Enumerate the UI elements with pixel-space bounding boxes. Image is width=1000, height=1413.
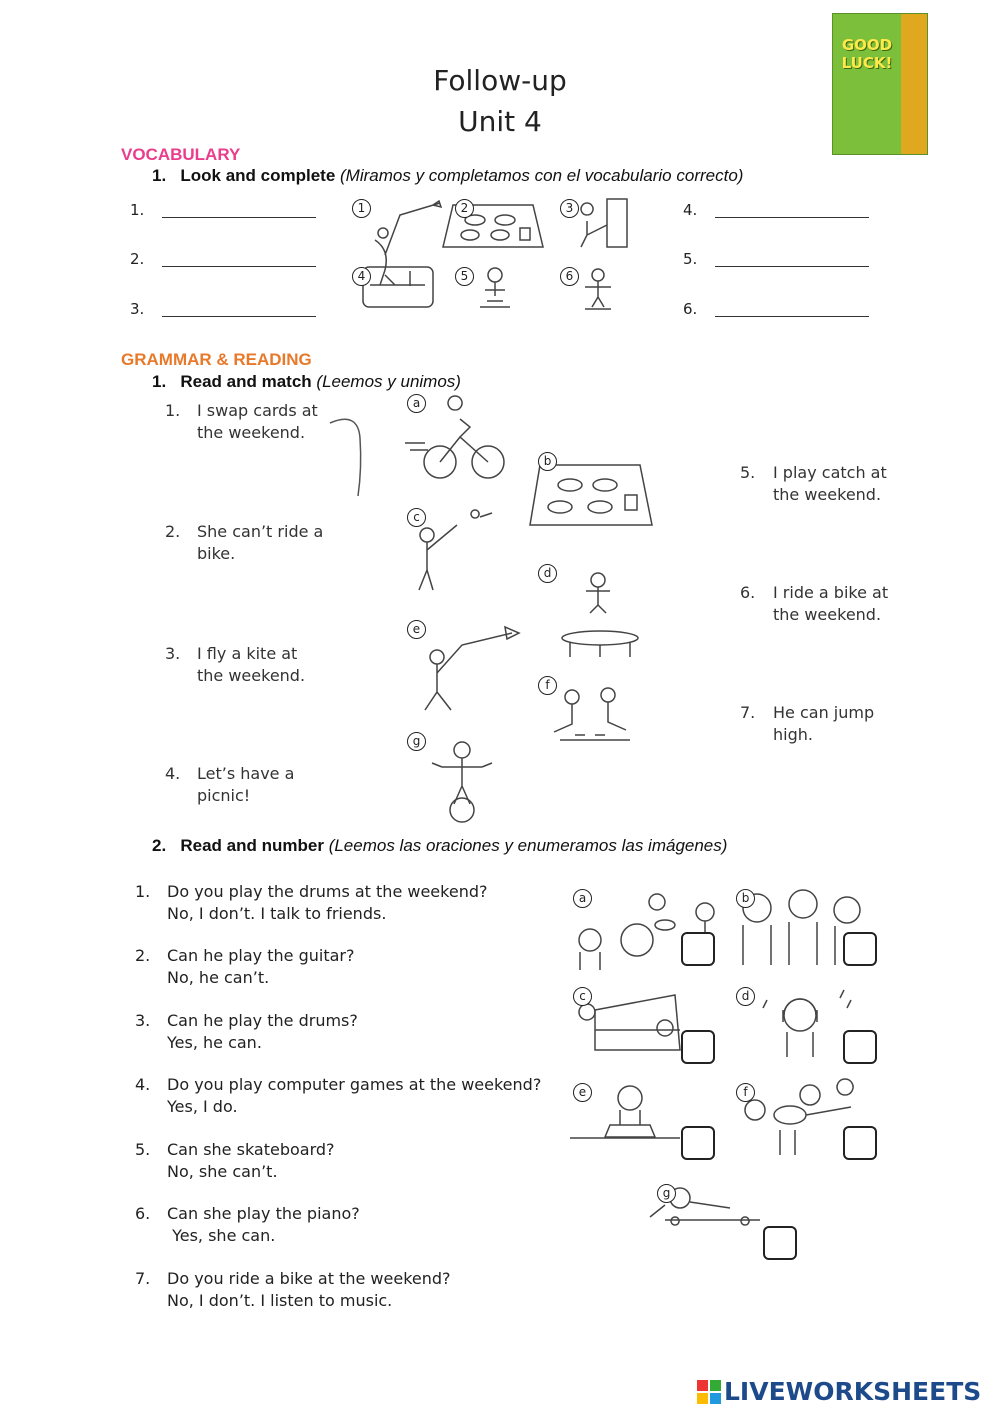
question-number: 3.	[135, 1011, 151, 1030]
question-number: 4.	[135, 1075, 151, 1094]
blank-line-4[interactable]	[715, 217, 869, 218]
sentence-line1: She can’t ride a	[197, 522, 324, 541]
logo-icon	[697, 1380, 721, 1404]
question-3	[135, 1010, 555, 1052]
number-instruction-bold: Read and number	[180, 836, 324, 855]
sentence-number: 7.	[740, 703, 756, 722]
question-text: Can he play the drums?	[167, 1011, 358, 1030]
question-text: Do you ride a bike at the weekend?	[167, 1269, 451, 1288]
number-pic-label-f: f	[736, 1083, 755, 1102]
answer-text: No, she can’t.	[167, 1162, 278, 1181]
number-picture-guitar	[745, 1079, 853, 1155]
question-text: Do you play computer games at the weekend?	[167, 1075, 542, 1094]
sentence-line2: the weekend.	[197, 666, 306, 685]
match-pic-label-f: f	[538, 676, 557, 695]
question-5	[135, 1139, 555, 1181]
vocab-pictures	[345, 195, 645, 320]
number-pic-label-d: d	[736, 987, 755, 1006]
sentence-line1: I fly a kite at	[197, 644, 298, 663]
sentence-line1: I swap cards at	[197, 401, 318, 420]
blank-line-5[interactable]	[715, 266, 869, 267]
sentence-number: 4.	[165, 764, 181, 783]
blank-label-3: 3.	[130, 300, 145, 318]
answer-box-b[interactable]	[843, 932, 877, 966]
logo-text: LIVEWORKSHEETS	[724, 1377, 982, 1406]
answer-box-d[interactable]	[843, 1030, 877, 1064]
question-7	[135, 1268, 555, 1310]
match-picture-kite	[425, 627, 519, 710]
vocabulary-instruction	[152, 166, 743, 186]
question-number: 7.	[135, 1269, 151, 1288]
question-text: Do you play the drums at the weekend?	[167, 882, 488, 901]
question-text: Can he play the guitar?	[167, 946, 355, 965]
number-picture-piano	[579, 995, 680, 1050]
question-4	[135, 1074, 555, 1116]
sentence-line2: the weekend.	[773, 485, 882, 504]
question-2	[135, 945, 555, 987]
match-sentence-5	[740, 462, 887, 504]
blank-line-2[interactable]	[162, 266, 316, 267]
sentence-line2: high.	[773, 725, 813, 744]
vocab-pic-label-1: 1	[352, 199, 371, 218]
answer-box-f[interactable]	[843, 1126, 877, 1160]
blank-line-6[interactable]	[715, 316, 869, 317]
match-picture-cards	[554, 688, 630, 740]
number-pic-label-g: g	[657, 1184, 676, 1203]
question-text: Can she skateboard?	[167, 1140, 335, 1159]
match-instruction	[152, 372, 461, 392]
blank-line-1[interactable]	[162, 217, 316, 218]
good-luck-badge	[832, 13, 928, 155]
blank-label-2: 2.	[130, 250, 145, 268]
match-pic-label-c: c	[407, 508, 426, 527]
number-instruction-number: 2.	[152, 836, 167, 855]
answer-box-a[interactable]	[681, 932, 715, 966]
question-number: 5.	[135, 1140, 151, 1159]
sentence-number: 1.	[165, 401, 181, 420]
instruction-number: 1.	[152, 166, 167, 185]
match-pic-label-d: d	[538, 564, 557, 583]
question-number: 1.	[135, 882, 151, 901]
answer-box-c[interactable]	[681, 1030, 715, 1064]
page-title: Follow-up	[433, 64, 567, 97]
answer-box-e[interactable]	[681, 1126, 715, 1160]
giraffe-neck-decoration	[901, 14, 927, 154]
number-pic-label-e: e	[573, 1083, 592, 1102]
sentence-number: 3.	[165, 644, 181, 663]
match-sentence-1	[165, 400, 318, 442]
blank-label-5: 5.	[683, 250, 698, 268]
number-pic-label-c: c	[573, 987, 592, 1006]
answer-text: No, I don’t. I listen to music.	[167, 1291, 393, 1310]
answer-box-g[interactable]	[763, 1226, 797, 1260]
sentence-line1: I play catch at	[773, 463, 887, 482]
sentence-line1: He can jump	[773, 703, 875, 722]
vocab-pic-label-6: 6	[560, 267, 579, 286]
match-line-drawing[interactable]	[325, 415, 370, 500]
sentence-number: 6.	[740, 583, 756, 602]
vocab-picture-piano	[581, 199, 627, 247]
match-instruction-bold: Read and match	[180, 372, 312, 391]
blank-label-6: 6.	[683, 300, 698, 318]
blank-label-4: 4.	[683, 201, 698, 219]
question-text: Can she play the piano?	[167, 1204, 360, 1223]
match-pic-label-a: a	[407, 394, 426, 413]
question-6	[135, 1203, 555, 1245]
vocabulary-heading: VOCABULARY	[121, 145, 241, 164]
number-instruction	[152, 836, 727, 856]
match-pic-label-e: e	[407, 620, 426, 639]
vocab-pic-label-2: 2	[455, 199, 474, 218]
sentence-number: 2.	[165, 522, 181, 541]
answer-text: No, I don’t. I talk to friends.	[167, 904, 387, 923]
liveworksheets-logo[interactable]	[697, 1378, 997, 1408]
blank-label-1: 1.	[130, 201, 145, 219]
question-number: 2.	[135, 946, 151, 965]
vocab-pic-label-5: 5	[455, 267, 474, 286]
match-pic-label-g: g	[407, 732, 426, 751]
blank-line-3[interactable]	[162, 316, 316, 317]
number-pic-label-a: a	[573, 889, 592, 908]
match-sentence-3	[165, 643, 306, 685]
answer-text: No, he can’t.	[167, 968, 270, 987]
match-pic-label-b: b	[538, 452, 557, 471]
vocab-picture-skateboard	[585, 269, 611, 309]
sentence-line1: I ride a bike at	[773, 583, 889, 602]
instruction-italic: (Miramos y completamos con el vocabulario correcto)	[340, 166, 744, 185]
sentence-number: 5.	[740, 463, 756, 482]
match-sentence-7	[740, 702, 875, 744]
number-picture-music	[763, 990, 851, 1057]
instruction-bold: Look and complete	[180, 166, 336, 185]
match-picture-jump	[562, 573, 638, 657]
vocab-picture-kite	[375, 201, 441, 285]
question-number: 6.	[135, 1204, 151, 1223]
vocab-pic-label-3: 3	[560, 199, 579, 218]
match-picture-picnic	[530, 465, 652, 525]
number-instruction-italic: (Leemos las oraciones y enumeramos las imágenes)	[328, 836, 728, 855]
sentence-line1: Let’s have a	[197, 764, 295, 783]
good-luck-text: GOOD LUCK!	[841, 36, 893, 72]
answer-text: Yes, he can.	[167, 1033, 262, 1052]
answer-text: Yes, I do.	[167, 1097, 238, 1116]
page-subtitle: Unit 4	[458, 105, 542, 138]
match-instruction-number: 1.	[152, 372, 167, 391]
match-picture-catch	[419, 510, 492, 590]
vocab-picture-cards	[480, 268, 510, 307]
sentence-line2: the weekend.	[197, 423, 306, 442]
sentence-line2: the weekend.	[773, 605, 882, 624]
answer-text: Yes, she can.	[167, 1226, 276, 1245]
sentence-line2: bike.	[197, 544, 236, 563]
number-pictures	[565, 880, 885, 1260]
match-picture-cant-ride	[432, 742, 492, 822]
vocab-picture-sofa	[363, 267, 433, 307]
match-sentence-2	[165, 521, 324, 563]
match-instruction-italic: (Leemos y unimos)	[316, 372, 461, 391]
number-pic-label-b: b	[736, 889, 755, 908]
vocab-pic-label-4: 4	[352, 267, 371, 286]
match-sentence-4	[165, 763, 295, 805]
match-sentence-6	[740, 582, 889, 624]
sentence-line2: picnic!	[197, 786, 251, 805]
grammar-heading: GRAMMAR & READING	[121, 350, 312, 369]
question-1	[135, 881, 555, 923]
